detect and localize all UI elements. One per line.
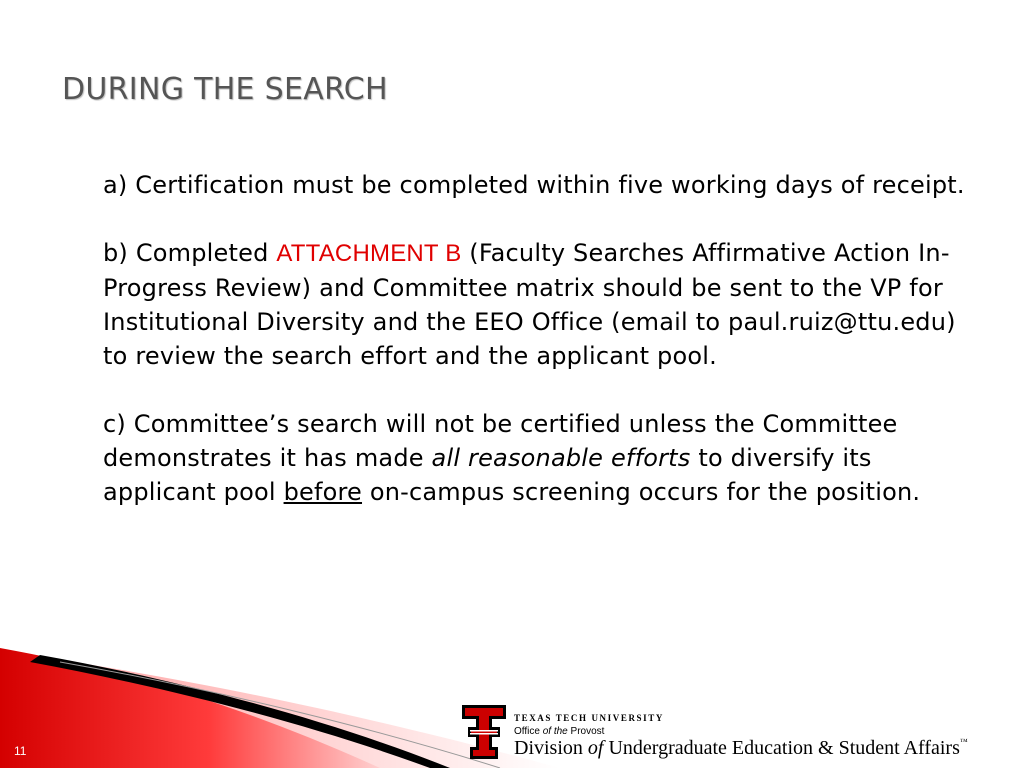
slide-title: DURING THE SEARCH	[62, 72, 388, 107]
paragraph-c-underlined: before	[283, 478, 363, 506]
paragraph-b-suffix: (Faculty Searches Affirmative Action In-Progress Review) and Committee matrix should be sent to the VP for Institutional Diversity and the EEO Office (email to paul.ruiz@ttu.edu) to review the search effort and the applicant pool.	[103, 239, 956, 370]
paragraph-b-prefix: b) Completed	[103, 239, 277, 267]
logo-office-suffix: Provost	[567, 726, 605, 737]
logo-division-italic: of	[587, 737, 604, 759]
double-t-logo-icon	[460, 703, 508, 761]
page-number: 11	[14, 744, 27, 758]
logo-division-line	[514, 737, 968, 760]
paragraph-c-part1: c) Committee’s search will not be certified unless the Committee demonstrates it has made	[103, 410, 898, 472]
attachment-b-highlight: ATTACHMENT B	[276, 240, 462, 267]
logo-office-italic: of the	[542, 726, 568, 737]
paragraph-a	[103, 168, 983, 202]
trademark-symbol: ™	[959, 737, 968, 746]
logo-division-suffix: Undergraduate Education & Student Affairs	[603, 737, 960, 759]
paragraph-a-text: a) Certification must be completed within five working days of receipt.	[103, 171, 965, 199]
university-logo	[460, 703, 1020, 763]
slide-body	[103, 168, 983, 543]
logo-office-line	[514, 726, 604, 737]
logo-division-prefix: Division	[514, 737, 588, 759]
paragraph-c-part3: on-campus screening occurs for the position.	[362, 478, 921, 506]
logo-office-prefix: Office	[514, 726, 543, 737]
paragraph-c	[103, 407, 983, 509]
paragraph-c-italic: all reasonable efforts	[431, 444, 691, 472]
paragraph-b	[103, 236, 983, 373]
paragraph-c-part2: to diversify its applicant pool	[103, 444, 872, 506]
logo-university-name: TEXAS TECH UNIVERSITY	[514, 713, 664, 723]
